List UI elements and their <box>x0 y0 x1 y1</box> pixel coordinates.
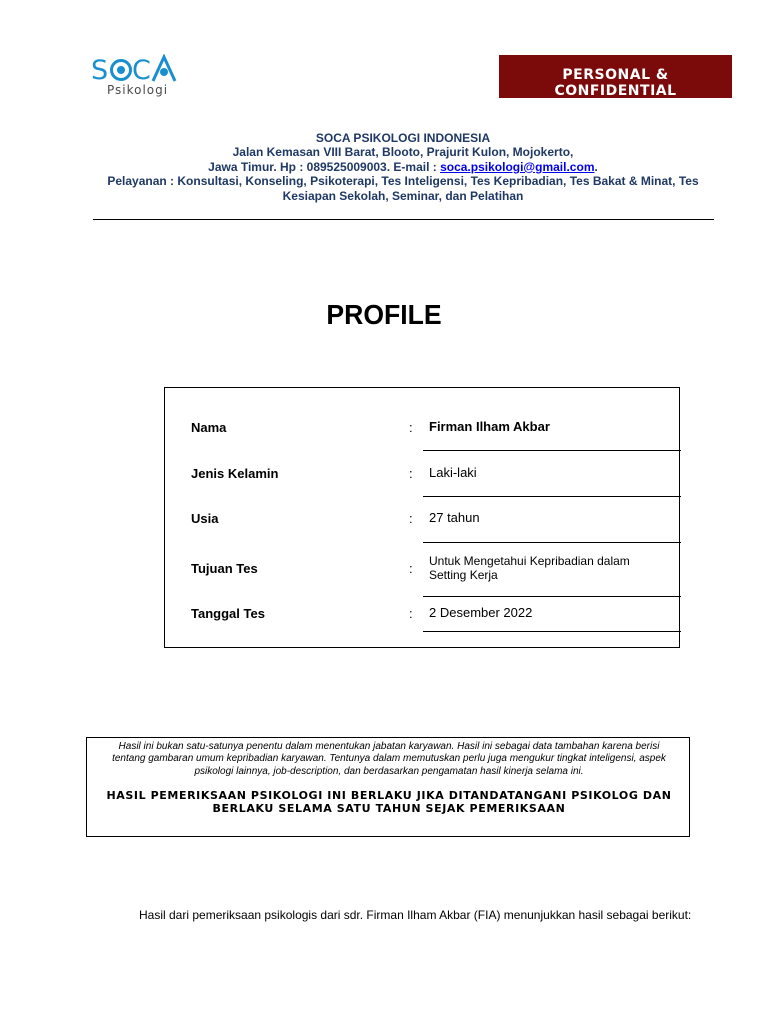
profile-value: 2 Desember 2022 <box>429 605 533 620</box>
profile-label: Usia <box>191 511 219 526</box>
profile-colon: : <box>409 606 413 621</box>
address-line-1: Jalan Kemasan VIII Barat, Blooto, Prajurit Kulon, Mojokerto, <box>232 145 574 160</box>
profile-label: Nama <box>191 420 227 435</box>
profile-value: Untuk Mengetahui Kepribadian dalam Setting Kerja <box>429 554 630 582</box>
profile-colon: : <box>409 420 413 435</box>
value-underline <box>423 596 681 597</box>
value-underline <box>423 450 681 451</box>
profile-value: Laki-laki <box>429 465 477 480</box>
org-name: SOCA PSIKOLOGI INDONESIA <box>315 131 491 145</box>
profile-label: Tujuan Tes <box>191 561 258 576</box>
logo-letter-c: C <box>132 55 151 84</box>
confidential-label: PERSONAL & CONFIDENTIAL <box>554 67 677 98</box>
header-divider <box>93 219 714 220</box>
profile-value: Firman Ilham Akbar <box>429 419 550 434</box>
confidential-badge <box>499 55 732 98</box>
contact-suffix: . <box>594 159 598 174</box>
notice-box <box>86 737 690 837</box>
profile-label: Tanggal Tes <box>191 606 265 621</box>
logo-eye-a-icon <box>153 57 175 81</box>
email-link[interactable]: soca.psikologi@gmail.com <box>440 159 595 174</box>
address-line-2 <box>93 160 713 174</box>
profile-colon: : <box>409 561 413 576</box>
soca-logo <box>91 54 191 102</box>
logo-letter-s: S <box>91 55 109 84</box>
profile-label: Jenis Kelamin <box>191 466 279 481</box>
profile-box <box>164 387 680 648</box>
profile-value: 27 tahun <box>429 510 480 525</box>
value-underline <box>423 496 681 497</box>
value-underline <box>423 542 681 543</box>
disclaimer-text: Hasil ini bukan satu-satunya penentu dalam menentukan jabatan karyawan. Hasil ini sebagai data tambahan karena berisi tentang gambaran umum kepribadian karyawan. Tentunya dalam memutuskan perlu juga mengukur tingkat inteligensi, aspek psikologi lainnya, job-description, dan berdasarkan pengamatan hasil kinerja selama ini. <box>112 741 666 777</box>
logo-subtitle: Psikologi <box>107 83 169 97</box>
soca-logo-mark <box>91 54 191 84</box>
value-underline <box>423 631 681 632</box>
validity-statement: HASIL PEMERIKSAAN PSIKOLOGI INI BERLAKU JIKA DITANDATANGANI PSIKOLOG DAN BERLAKU SELAMA SATU TAHUN SEJAK PEMERIKSAAN <box>106 789 672 815</box>
logo-eye-o-icon <box>112 61 131 80</box>
profile-colon: : <box>409 466 413 481</box>
results-intro-text: Hasil dari pemeriksaan psikologis dari sdr. Firman Ilham Akbar (FIA) menunjukkan hasil sebagai berikut: <box>139 908 692 922</box>
contact-text: Jawa Timur. Hp : 089525009003. E-mail : <box>208 159 441 174</box>
page-title: PROFILE <box>326 299 442 330</box>
letterhead <box>93 131 713 203</box>
services-text: Pelayanan : Konsultasi, Konseling, Psikoterapi, Tes Inteligensi, Tes Kepribadian, Tes Bakat & Minat, Tes Kesiapan Sekolah, Seminar, dan Pelatihan <box>107 174 699 203</box>
profile-colon: : <box>409 511 413 526</box>
